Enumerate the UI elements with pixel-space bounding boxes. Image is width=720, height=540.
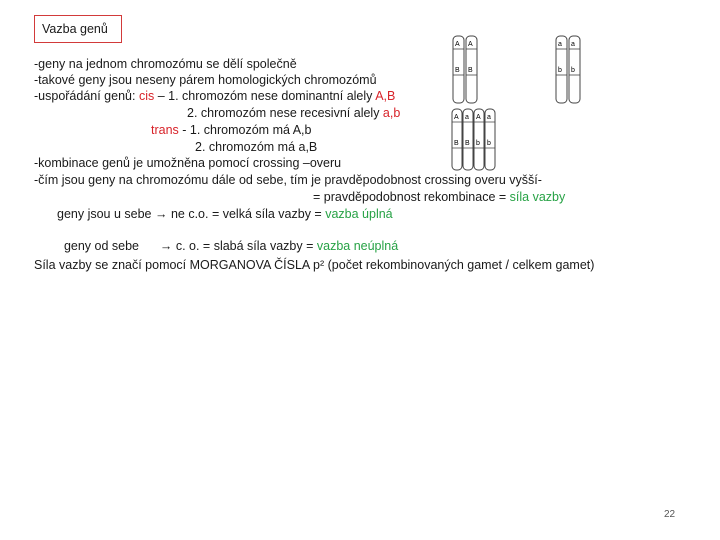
text-line-7: -kombinace genů je umožněna pomocí crossing –overu <box>34 156 342 170</box>
recessive-alleles: a,b <box>382 106 401 120</box>
fig1-label-3: B <box>455 67 460 74</box>
text-line-8: -čím jsou geny na chromozómu dále od sebe, tím je pravděpodobnost crossing overu vyšší- <box>34 173 542 187</box>
chromosome-figure-crossing-over <box>450 108 498 172</box>
fig3-label-1: A <box>454 114 459 121</box>
slide-title: Vazba genů <box>42 22 108 36</box>
trans-label: trans <box>151 123 179 137</box>
chromosome-figure-cis-recessive <box>553 35 583 105</box>
line11-text: geny od sebe → c. o. = slabá síla vazby = <box>63 239 317 253</box>
slide-title-box <box>34 15 122 43</box>
fig2-label-4: b <box>571 67 575 74</box>
text-line-5 <box>151 123 311 138</box>
chromosome-figure-cis-dominant <box>450 35 480 105</box>
text-line-2: -takové geny jsou neseny párem homologických chromozómů <box>34 73 377 87</box>
text-line-9 <box>313 190 565 205</box>
fig1-label-1: A <box>455 41 460 48</box>
text-line-12: Síla vazby se značí pomocí MORGANOVA ČÍSLA p² (počet rekombinovaných gamet / celkem gamet) <box>34 258 595 272</box>
text-line-10 <box>57 207 393 222</box>
line10-text: geny jsou u sebe → ne c.o. = velká síla vazby = <box>57 207 326 221</box>
fig3-label-3: A <box>476 114 481 121</box>
text-line-3 <box>34 89 395 104</box>
line3-text: – 1. chromozóm nese dominantní alely <box>154 89 376 103</box>
line5-text: - 1. chromozóm má A,b <box>178 123 312 137</box>
cis-alleles: A,B <box>375 89 396 103</box>
sila-vazby: síla vazby <box>509 190 566 204</box>
text-line-11 <box>57 224 398 254</box>
vazba-neuplna: vazba neúplná <box>316 239 399 253</box>
page-number: 22 <box>664 509 676 520</box>
text-line-1: -geny na jednom chromozómu se dělí společně <box>34 57 297 71</box>
text-line-6: 2. chromozóm má a,B <box>195 140 318 154</box>
fig1-label-2: A <box>468 41 473 48</box>
line9-text: = pravděpodobnost rekombinace = <box>313 190 510 204</box>
line4-text: 2. chromozóm nese recesivní alely <box>187 106 383 120</box>
cis-label: cis <box>138 89 155 103</box>
fig2-label-1: a <box>558 41 562 48</box>
vazba-uplna: vazba úplná <box>325 207 393 221</box>
fig3-label-2: a <box>465 114 469 121</box>
fig3-label-7: b <box>476 140 480 147</box>
line3-prefix: -uspořádání genů: <box>34 89 139 103</box>
fig3-label-6: B <box>465 140 470 147</box>
fig2-label-2: a <box>571 41 575 48</box>
text-line-4 <box>187 106 400 121</box>
fig1-label-4: B <box>468 67 473 74</box>
fig2-label-3: b <box>558 67 562 74</box>
fig3-label-4: a <box>487 114 491 121</box>
fig3-label-5: B <box>454 140 459 147</box>
fig3-label-8: b <box>487 140 491 147</box>
